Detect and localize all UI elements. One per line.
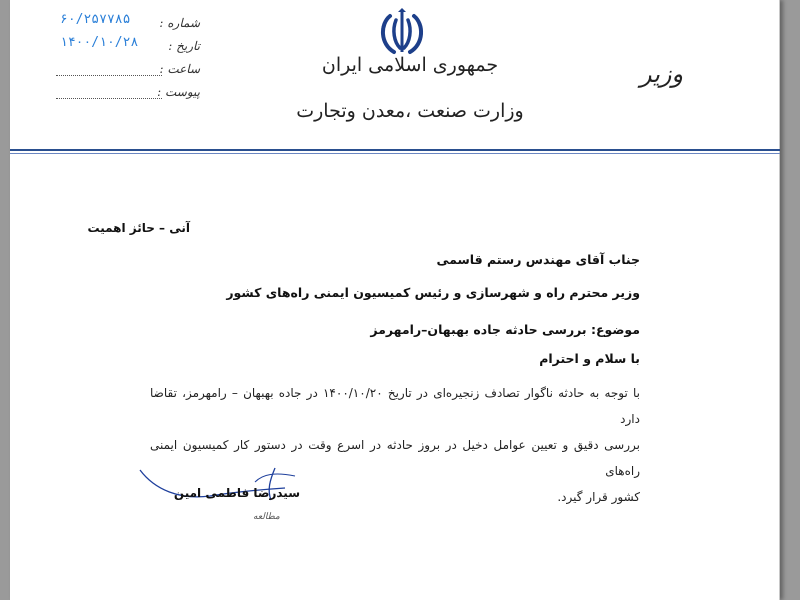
- body-line: با توجه به حادثه ناگوار تصادف زنجیره‌ای در تاریخ ۱۴۰۰/۱۰/۲۰ در جاده بهبهان – رامهرمز، تقاضا دارد: [150, 386, 641, 426]
- header-rule-thin: [10, 153, 780, 154]
- date-row: [50, 35, 200, 58]
- attachment-label: پیوست :: [157, 85, 200, 99]
- letter-page: [10, 0, 780, 600]
- republic-title: جمهوری اسلامی ایران: [321, 54, 499, 76]
- attachment-line: [56, 98, 162, 99]
- page-edge: [779, 0, 780, 600]
- urgency-note: آنی – حائز اهمیت: [87, 221, 190, 235]
- time-row: [50, 58, 200, 81]
- subject-line: موضوع: بررسی حادثه جاده بهبهان–رامهرمز: [370, 322, 640, 337]
- recipient-title: وزیر محترم راه و شهرسازی و رئیس کمیسیون ایمنی راه‌های کشور: [226, 285, 640, 300]
- signer-note: مطالعه: [253, 512, 280, 522]
- recipient-name: جناب آقای مهندس رستم قاسمی: [436, 252, 640, 267]
- letter-number: ۶۰/۲۵۷۷۸۵: [60, 12, 131, 27]
- number-label: شماره :: [159, 16, 200, 30]
- time-label: ساعت :: [159, 62, 200, 76]
- body-line: کشور قرار گیرد.: [557, 490, 640, 504]
- body-line: بررسی دقیق و تعیین عوامل دخیل در بروز حادثه در اسرع وقت در دستور کار کمیسیون ایمنی راه‌های: [150, 438, 640, 478]
- iran-emblem-icon: [372, 8, 432, 58]
- letter-metadata: [50, 12, 200, 104]
- minister-label: وزیر: [640, 60, 684, 88]
- number-row: [50, 12, 200, 35]
- attachment-row: [50, 81, 200, 104]
- signer-name: سیدرضا فاطمی امین: [173, 486, 300, 500]
- date-label: تاریخ :: [168, 39, 200, 53]
- time-line: [56, 75, 162, 76]
- header-rule-thick: [10, 149, 780, 151]
- greeting: با سلام و احترام: [539, 351, 640, 366]
- ministry-title: وزارت صنعت ،معدن وتجارت: [296, 100, 524, 122]
- letter-date: ۱۴۰۰/۱۰/۲۸: [60, 35, 139, 50]
